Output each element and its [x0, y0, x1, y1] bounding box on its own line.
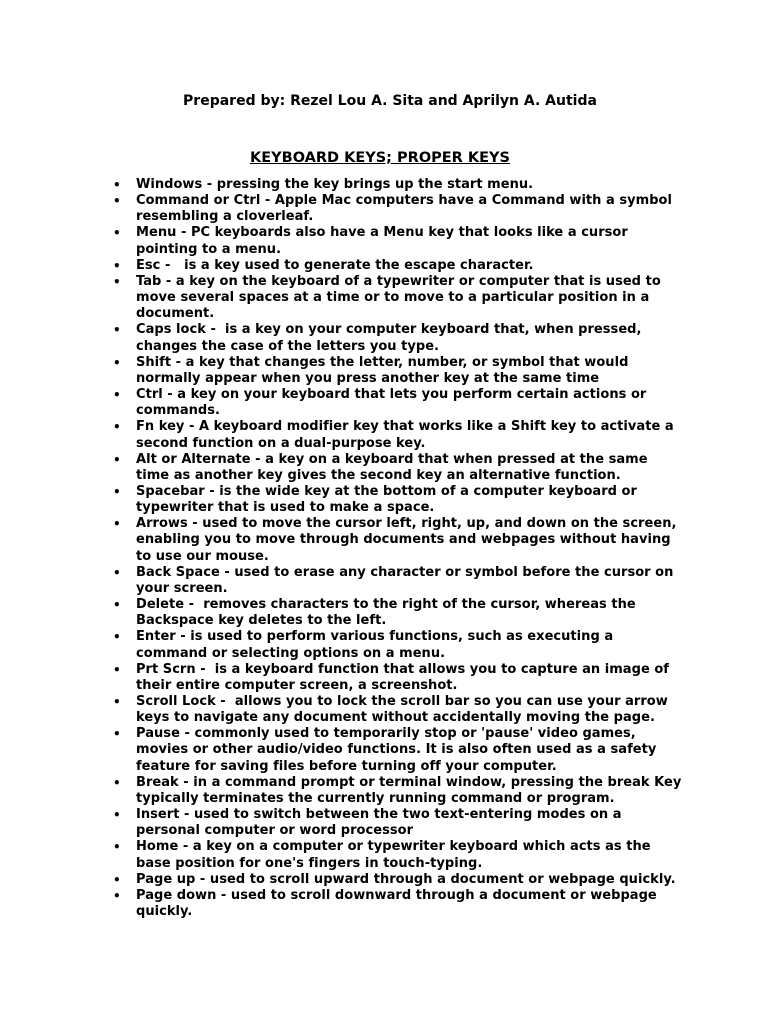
key-name: Caps lock [136, 322, 206, 338]
key-description: removes characters to the right of the cursor, whereas the Backspace key deletes to the left. [136, 597, 636, 629]
bullet-icon: • [113, 355, 121, 370]
list-item-break [113, 774, 684, 807]
key-separator: - [161, 273, 176, 289]
list-item-menu [113, 225, 684, 257]
key-name: Prt Scrn [136, 661, 196, 677]
bullet-icon: • [113, 840, 121, 855]
bullet-icon: • [113, 775, 121, 790]
key-separator: - [178, 774, 194, 790]
key-separator: - [219, 564, 235, 580]
key-name: Command or Ctrl [136, 193, 261, 209]
list-item-scroll-lock [113, 694, 684, 726]
key-description: used to scroll upward through a document or webpage quickly. [209, 871, 676, 887]
key-description: used to move the cursor left, right, up, and down on the screen, enabling you to move through documents and webpages without having to use our mouse. [136, 516, 677, 564]
key-name: Menu [136, 225, 177, 241]
key-name: Esc [136, 257, 161, 273]
key-description: is the wide key at the bottom of a computer keyboard or typewriter that is used to make a space. [136, 483, 637, 516]
bullet-icon: • [113, 662, 121, 677]
key-separator: - [250, 451, 266, 467]
bullet-icon: • [113, 517, 121, 532]
key-separator: - [171, 354, 186, 370]
key-description: commonly used to temporarily stop or 'pause' video games, movies or other audio/video functions. It is also often used as a safety feature for saving files before turning off your computer. [136, 726, 657, 774]
key-separator: - [184, 597, 204, 613]
list-item-back-space [113, 564, 684, 597]
list-item-esc [113, 257, 684, 274]
list-item-arrows [113, 516, 684, 564]
key-separator: - [195, 871, 210, 887]
key-separator: - [215, 694, 235, 709]
key-separator: - [204, 483, 220, 499]
key-name: Scroll Lock [136, 694, 216, 709]
list-item-spacebar [113, 483, 684, 516]
list-item-ctrl [113, 387, 684, 419]
bullet-icon: • [113, 420, 121, 435]
key-description: a key on your keyboard that lets you perform certain actions or commands. [136, 387, 647, 419]
key-description: is a key used to generate the escape character. [184, 257, 534, 273]
key-separator: - [205, 322, 225, 338]
key-description: is a keyboard function that allows you to capture an image of their entire computer screen, a screenshot. [136, 661, 669, 693]
list-item-caps-lock [113, 322, 684, 354]
bullet-icon: • [113, 274, 121, 289]
key-separator: - [195, 661, 215, 677]
bullet-icon: • [113, 598, 121, 613]
key-description: used to switch between the two text-entering modes on a personal computer or word processor [136, 807, 622, 839]
key-separator: - [260, 193, 275, 209]
key-description: a key on a keyboard that when pressed at the same time as another key gives the second key an alternative function. [136, 451, 648, 483]
list-item-windows [113, 177, 684, 193]
key-separator: - [179, 726, 195, 742]
bullet-icon: • [113, 226, 121, 241]
key-name: Arrows [136, 516, 188, 532]
list-item-command [113, 193, 684, 225]
key-name: Pause [136, 726, 180, 742]
key-name: Tab [136, 273, 162, 289]
key-separator: - [184, 419, 199, 435]
list-item-insert [113, 807, 684, 839]
key-separator: - [160, 257, 185, 273]
bullet-icon: • [113, 888, 121, 903]
list-item-home [113, 839, 684, 871]
key-separator: - [202, 177, 217, 192]
key-name: Alt or Alternate [136, 451, 251, 467]
key-description: is used to perform various functions, such as executing a command or selecting options on a menu. [136, 629, 614, 661]
bullet-icon: • [113, 695, 121, 709]
key-separator: - [175, 629, 191, 645]
key-description: allows you to lock the scroll bar so you can use your arrow keys to navigate any document without accidentally moving the page. [136, 694, 668, 726]
bullet-icon: • [113, 258, 121, 273]
key-description: Apple Mac computers have a Command with a symbol resembling a cloverleaf. [136, 193, 672, 225]
key-description: pressing the key brings up the start menu. [216, 177, 534, 192]
prepared-by-line: Prepared by: Rezel Lou A. Sita and Aprilyn A. Autida [183, 93, 597, 109]
document-title: KEYBOARD KEYS; PROPER KEYS [250, 150, 510, 166]
key-separator: - [162, 387, 178, 403]
bullet-icon: • [113, 872, 121, 887]
bullet-icon: • [113, 630, 121, 645]
key-name: Delete [136, 597, 185, 613]
bullet-icon: • [113, 178, 121, 192]
key-name: Page down [136, 887, 217, 903]
list-item-tab [113, 273, 684, 322]
key-separator: - [178, 839, 193, 855]
key-name: Fn key [136, 419, 185, 435]
key-description: a key on the keyboard of a typewriter or computer that is used to move several spaces at a time or to move to a particular position in a document. [136, 273, 661, 322]
list-item-shift [113, 354, 684, 387]
key-description: a key on a computer or typewriter keyboard which acts as the base position for one's fingers in touch-typing. [136, 839, 651, 871]
key-name: Page up [136, 871, 196, 887]
key-separator: - [216, 887, 231, 903]
key-description: a key that changes the letter, number, or symbol that would normally appear when you press another key at the same time [136, 354, 629, 386]
key-name: Windows [136, 177, 203, 192]
key-description: A keyboard modifier key that works like a Shift key to activate a second function on a dual-purpose key. [136, 419, 674, 451]
key-separator: - [176, 225, 191, 241]
key-name: Spacebar [136, 483, 205, 499]
key-description: used to scroll downward through a document or webpage quickly. [136, 887, 657, 920]
key-name: Ctrl [136, 387, 163, 403]
key-separator: - [179, 807, 194, 823]
list-item-page-down [113, 887, 684, 920]
key-separator: - [187, 516, 203, 532]
key-name: Back Space [136, 564, 220, 580]
bullet-icon: • [113, 565, 121, 580]
list-item-enter [113, 629, 684, 661]
bullet-icon: • [113, 727, 121, 742]
key-name: Home [136, 839, 179, 855]
list-item-delete [113, 597, 684, 629]
key-description: is a key on your computer keyboard that, when pressed, changes the case of the letters you type. [136, 322, 642, 354]
key-name: Break [136, 774, 179, 790]
bullet-icon: • [113, 388, 121, 403]
key-description: used to erase any character or symbol before the cursor on your screen. [136, 564, 674, 596]
list-item-fn-key [113, 419, 684, 451]
key-description: PC keyboards also have a Menu key that looks like a cursor pointing to a menu. [136, 225, 628, 257]
bullet-icon: • [113, 484, 121, 499]
list-item-prt-scrn [113, 661, 684, 694]
key-description: in a command prompt or terminal window, pressing the break Key typically terminates the currently running command or program. [136, 774, 682, 806]
bullet-icon: • [113, 452, 121, 467]
key-name: Shift [136, 354, 172, 370]
bullet-icon: • [113, 323, 121, 338]
list-item-pause [113, 726, 684, 774]
keyboard-keys-list [113, 177, 684, 920]
bullet-icon: • [113, 808, 121, 823]
list-item-alt [113, 451, 684, 484]
bullet-icon: • [113, 194, 121, 209]
key-name: Enter [136, 629, 176, 645]
key-name: Insert [136, 807, 180, 823]
list-item-page-up [113, 871, 684, 888]
